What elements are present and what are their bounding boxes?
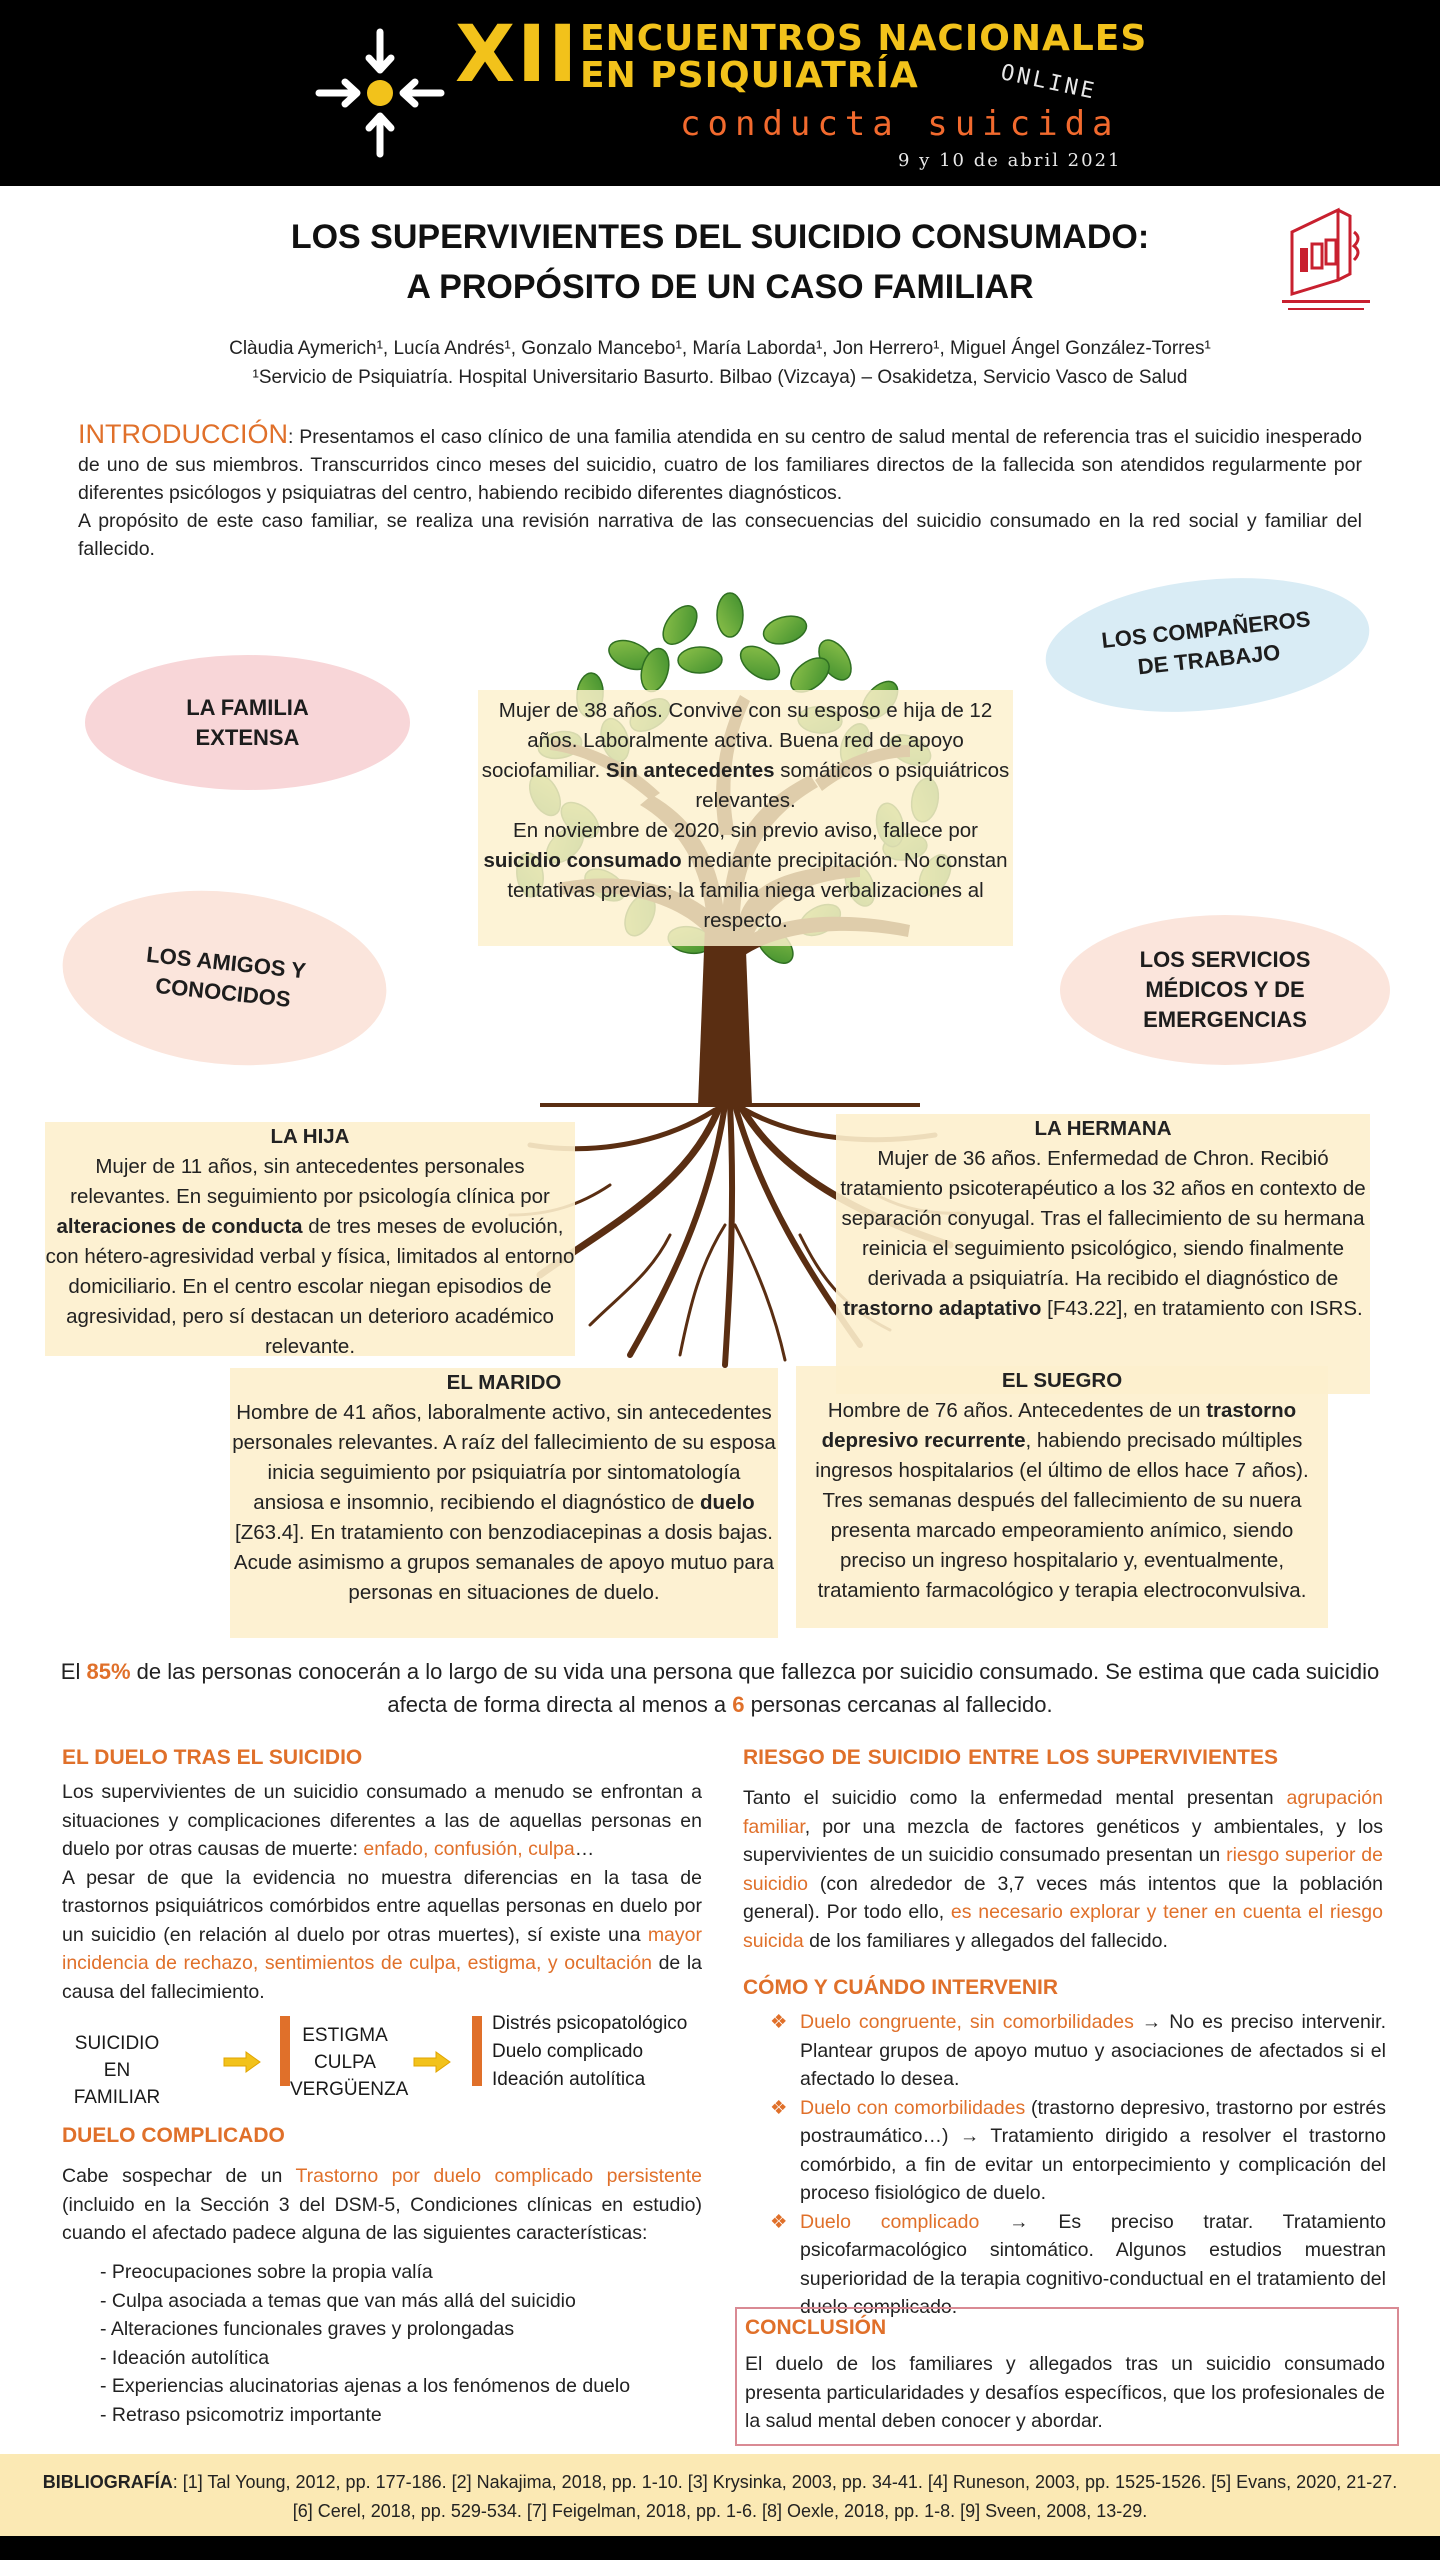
author-affiliation: ¹Servicio de Psiquiatría. Hospital Universitario Basurto. Bilbao (Vizcaya) – Osakidetza, Servicio Vasco de Salud <box>252 367 1188 388</box>
statistics-sentence <box>60 1655 1380 1721</box>
box-el-suegro <box>796 1366 1328 1628</box>
tree-leaf <box>656 600 703 651</box>
flow-arrow-2-icon <box>412 2050 452 2074</box>
list-item <box>770 2094 1386 2208</box>
poster-title <box>150 212 1290 312</box>
bibliography-label: BIBLIOGRAFÍA <box>42 2472 173 2492</box>
conclusion-heading: CONCLUSIÓN <box>745 2316 887 2339</box>
como-item-text: (trastorno depresivo, trastorno por estrés postraumático…) → Tratamiento dirigido a resolver el trastorno comórbido, a fin de evitar un entorpecimiento y complicación del proceso fisiológico de duelo. <box>800 2096 1386 2204</box>
diamond-bullet-icon: ❖ <box>770 2011 788 2033</box>
riesgo-text-4: de los familiares y allegados del fallecido. <box>803 1929 1168 1952</box>
riesgo-text-2: , por una mezcla de factores genéticos y ambientales, y los supervivientes de un suicidio consumado presentan un <box>743 1815 1383 1866</box>
riesgo-orange-2: riesgo superior de suicidio <box>743 1844 1383 1895</box>
tree-root <box>735 1225 785 1360</box>
como-heading: CÓMO Y CUÁNDO INTERVENIR <box>743 1976 1059 1999</box>
riesgo-heading: RIESGO DE SUICIDIO ENTRE LOS SUPERVIVIENTES <box>743 1746 1278 1769</box>
poster-title-line2: A PROPÓSITO DE UN CASO FAMILIAR <box>406 268 1034 306</box>
flow-bar-2 <box>472 2016 482 2086</box>
case-text-2: somáticos o psiquiátricos relevantes. <box>695 759 1010 812</box>
dc-text-1: Cabe sospechar de un <box>62 2165 296 2187</box>
duelo-complicado-paragraph <box>62 2162 702 2248</box>
ellipse-amigos-label: LOS AMIGOS Y CONOCIDOS <box>145 941 308 1012</box>
diamond-bullet-icon: ❖ <box>770 2096 788 2119</box>
flow-step-estigma: ESTIGMA CULPA VERGÜENZA <box>290 2025 409 2100</box>
hermana-text-1: Mujer de 36 años. Enfermedad de Chron. Recibió tratamiento psicoterapéutico a los 32 años en contexto de separación conyugal. Tras el fallecimiento de su hermana reinicia el seguimiento psicológico, siendo finalmente derivada a psiquiatría. Ha recibido el diagnóstico de <box>840 1147 1366 1290</box>
ellipse-companeros-trabajo <box>1039 563 1376 726</box>
duelo-text-2: … <box>574 1838 595 1860</box>
marido-text-1: Hombre de 41 años, laboralmente activo, sin antecedentes personales relevantes. A raíz del fallecimiento de su esposa inicia seguimiento por psiquiatría por sintomatología ansiosa e insomnio, recibiendo el diagnóstico de <box>232 1401 776 1514</box>
stats-text-1: El <box>60 1659 87 1684</box>
bibliography-refs: : [1] Tal Young, 2012, pp. 177-186. [2] Nakajima, 2018, pp. 1-10. [3] Krysinka, 2003, pp. 34-41. [4] Runeson, 2003, pp. 1525-1526. [5] Evans, 2020, 21-27. [6] Cerel, 2018, pp. 529-534. [7] Feigelman, 2018, pp. 1-6. [8] Oexle, 2018, pp. 1-8. [9] Sveen, 2008, 13-29. <box>172 2472 1398 2521</box>
suegro-title: EL SUEGRO <box>1001 1369 1123 1392</box>
hospital-logo-icon <box>1278 202 1374 317</box>
header-date: 9 y 10 de abril 2021 <box>898 150 1122 171</box>
hija-text-2: de tres meses de evolución, con hétero-agresividad verbal y física, limitados al entorno domiciliario. En el centro escolar niegan episodios de agresividad, pero sí destacan un deterioro académico relevante. <box>45 1215 575 1358</box>
como-item-label: Duelo complicado <box>800 2210 980 2233</box>
suegro-text-2: , habiendo precisado múltiples ingresos hospitalarios (el último de ellos hace 7 años). Tres semanas después del fallecimiento de su nuera presenta marcado empeoramiento anímico, siendo preciso un ingreso hospitalario y, eventualmente, tratamiento farmacológico y terapia electroconvulsiva. <box>815 1429 1309 1602</box>
duelo-complicado-heading: DUELO COMPLICADO <box>62 2124 285 2147</box>
riesgo-paragraph <box>743 1784 1383 1955</box>
hija-title: LA HIJA <box>270 1125 350 1148</box>
introduction-heading: INTRODUCCIÓN <box>78 419 288 449</box>
case-text-3: En noviembre de 2020, sin previo aviso, fallece por <box>513 819 978 842</box>
ellipse-companeros-label: LOS COMPAÑEROS DE TRABAJO <box>1100 606 1312 680</box>
header-roman-numeral: XII <box>455 10 580 100</box>
case-text-4: mediante precipitación. No constan tentativas previas; la familia niega verbalizaciones al respecto. <box>507 849 1008 932</box>
bibliography-text <box>40 2468 1400 2526</box>
flow-step-outcomes <box>492 2010 732 2094</box>
ellipse-servicios-label: LOS SERVICIOS MÉDICOS Y DE EMERGENCIAS <box>1139 947 1311 1032</box>
list-item: - Preocupaciones sobre la propia valía <box>100 2261 433 2283</box>
hija-text-1: Mujer de 11 años, sin antecedentes personales relevantes. En seguimiento por psicología clínica por <box>70 1155 550 1208</box>
poster-title-line1: LOS SUPERVIVIENTES DEL SUICIDIO CONSUMADO: <box>290 218 1150 256</box>
flow-bar-1 <box>280 2016 290 2086</box>
ellipse-amigos-conocidos <box>54 875 395 1080</box>
list-item <box>770 2008 1386 2094</box>
diamond-bullet-icon: ❖ <box>770 2210 788 2233</box>
box-la-hermana <box>836 1114 1370 1394</box>
como-item-text: → No es preciso intervenir. Plantear grupos de apoyo mutuo y asociaciones de afectados si el afectado lo desea. <box>800 2011 1386 2090</box>
stats-percentage: 85% <box>86 1659 131 1684</box>
box-el-marido <box>230 1368 778 1638</box>
hermana-bold: trastorno adaptativo <box>843 1297 1042 1320</box>
duelo-heading: EL DUELO TRAS EL SUICIDIO <box>62 1746 363 1769</box>
case-text-1: Mujer de 38 años. Convive con su esposo e hija de 12 años. Laboralmente activa. Buena red de apoyo sociofamiliar. <box>481 699 993 782</box>
case-bold-1: Sin antecedentes <box>605 759 775 782</box>
authors-block <box>100 334 1340 392</box>
marido-title: EL MARIDO <box>446 1371 562 1394</box>
list-item <box>770 2208 1386 2322</box>
tree-leaf <box>760 611 809 648</box>
introduction-paragraph-1: : Presentamos el caso clínico de una familia atendida en su centro de salud mental de referencia tras el suicidio inesperado de uno de sus miembros. Transcurridos cinco meses del suicidio, cuatro de los familiares directos de la fallecida son atendidos regularmente por diferentes psicólogos y psiquiatras del centro, habiendo recibido diferentes diagnósticos. <box>78 426 1362 504</box>
suegro-bold: trastorno depresivo recurrente <box>821 1399 1297 1452</box>
list-item: - Retraso psicomotriz importante <box>100 2403 382 2426</box>
list-item: - Culpa asociada a temas que van más allá del suicidio <box>100 2289 576 2312</box>
ellipse-familia-extensa <box>85 655 410 790</box>
tree-root <box>590 1235 670 1325</box>
flow-step-suicidio: SUICIDIO EN FAMILIAR <box>73 2033 161 2108</box>
flow-outcome-distres: Distrés psicopatológico <box>492 2013 688 2034</box>
como-item-label: Duelo con comorbilidades <box>800 2096 1026 2119</box>
duelo-paragraph <box>62 1778 702 2006</box>
list-item: - Alteraciones funcionales graves y prolongadas <box>100 2318 515 2340</box>
duelo-text-4: de la causa del fallecimiento. <box>62 1952 702 2003</box>
duelo-orange-1: enfado, confusión, culpa <box>363 1838 575 1860</box>
riesgo-orange-1: agrupación familiar <box>743 1787 1383 1838</box>
conclusion-text: El duelo de los familiares y allegados tras un suicidio consumado presenta particularidades y desafíos específicos, que los profesionales de la salud mental deben conocer y abordar. <box>745 2353 1385 2432</box>
introduction-paragraph-2: A propósito de este caso familiar, se realiza una revisión narrativa de las consecuencias del suicidio consumado en la red social y familiar del fallecido. <box>78 510 1362 560</box>
marido-bold: duelo <box>700 1491 755 1514</box>
duelo-complicado-list <box>100 2258 680 2429</box>
riesgo-orange-3: es necesario explorar y tener en cuenta el riesgo suicida <box>743 1901 1383 1952</box>
como-item-text: → Es preciso tratar. Tratamiento psicofarmacológico sintomático. Algunos estudios muestran superioridad de la terapia cognitivo-conductual en el tratamiento del duelo complicado. <box>800 2210 1386 2318</box>
hermana-text-2: [F43.22], en tratamiento con ISRS. <box>1041 1297 1363 1320</box>
case-bold-2: suicidio consumado <box>483 849 682 872</box>
congress-arrows-logo-icon <box>315 28 445 158</box>
duelo-text-3: A pesar de que la evidencia no muestra diferencias en la tasa de trastornos psiquiátricos comórbidos entre aquellas personas en duelo por un suicidio (en relación al duelo por otras muertes), sí existe una <box>62 1866 702 1946</box>
dc-orange-1: Trastorno por duelo complicado persistente <box>295 2165 702 2187</box>
case-description-box <box>478 690 1013 946</box>
tree-root <box>725 1105 732 1365</box>
riesgo-text-3: (con alrededor de 3,7 veces más intentos que la población general). Por todo ello, <box>743 1872 1383 1923</box>
tree-leaf <box>678 647 722 674</box>
list-item: - Ideación autolítica <box>100 2346 270 2369</box>
hija-bold: alteraciones de conducta <box>56 1215 303 1238</box>
ellipse-familia-label: LA FAMILIA EXTENSA <box>186 694 309 750</box>
duelo-text-1: Los supervivientes de un suicidio consumado a menudo se enfrontan a situaciones y complicaciones diferentes a las de aquellas personas en duelo por otras causas de muerte: <box>62 1781 702 1860</box>
duelo-orange-2: mayor incidencia de rechazo, sentimientos de culpa, estigma, y ocultación <box>62 1923 702 1974</box>
header-title-line2: EN PSIQUIATRÍA <box>580 55 919 96</box>
flow-outcome-ideacion: Ideación autolítica <box>492 2069 646 2090</box>
header-subtitle: conducta suicida <box>680 104 1120 144</box>
header-online-tag: ONLINE <box>998 60 1100 105</box>
como-item-label: Duelo congruente, sin comorbilidades <box>800 2011 1134 2033</box>
hermana-title: LA HERMANA <box>1034 1117 1172 1140</box>
stats-number: 6 <box>732 1692 745 1717</box>
box-la-hija <box>45 1122 575 1356</box>
tree-leaf <box>735 640 786 687</box>
tree-leaf <box>717 593 743 637</box>
ellipse-servicios-medicos <box>1060 915 1390 1065</box>
dc-text-2: (incluido en la Sección 3 del DSM-5, Condiciones clínicas en estudio) cuando el afectado padece alguna de las siguientes características: <box>62 2193 702 2244</box>
consequence-flow-diagram <box>62 2010 722 2130</box>
author-names: Clàudia Aymerich¹, Lucía Andrés¹, Gonzalo Mancebo¹, María Laborda¹, Jon Herrero¹, Miguel Ángel González-Torres¹ <box>229 338 1211 359</box>
stats-text-3: personas cercanas al fallecido. <box>744 1692 1053 1717</box>
flow-outcome-duelo: Duelo complicado <box>492 2041 644 2062</box>
flow-arrow-1-icon <box>222 2050 262 2074</box>
suegro-text-1: Hombre de 76 años. Antecedentes de un <box>827 1399 1207 1422</box>
header-title-line1: ENCUENTROS NACIONALES <box>580 18 1148 59</box>
como-list <box>770 2008 1386 2322</box>
marido-text-2: [Z63.4]. En tratamiento con benzodiacepinas a dosis bajas. Acude asimismo a grupos semanales de apoyo mutuo para personas en situaciones de duelo. <box>233 1521 775 1604</box>
stats-text-2: de las personas conocerán a lo largo de su vida una persona que fallezca por suicidio consumado. Se estima que cada suicidio afecta de forma directa al menos a <box>130 1659 1380 1717</box>
list-item: - Experiencias alucinatorias ajenas a los fenómenos de duelo <box>100 2375 631 2397</box>
riesgo-text-1: Tanto el suicidio como la enfermedad mental presentan <box>743 1787 1287 1809</box>
footer-bar <box>0 2536 1440 2560</box>
introduction-section <box>78 420 1362 563</box>
